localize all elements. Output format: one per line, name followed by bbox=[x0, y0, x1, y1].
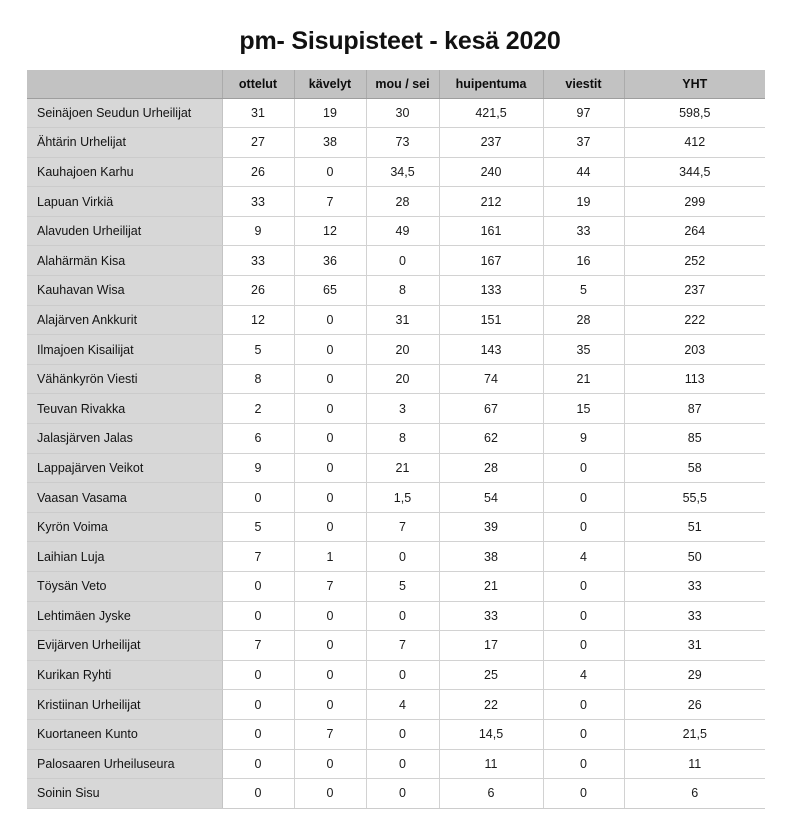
value-cell-ottelut: 7 bbox=[222, 631, 294, 661]
value-cell-yht: 58 bbox=[624, 453, 765, 483]
table-row bbox=[27, 98, 765, 128]
value-cell-kavelyt: 0 bbox=[294, 512, 366, 542]
value-cell-yht: 222 bbox=[624, 305, 765, 335]
team-name-cell: Kauhavan Wisa bbox=[27, 276, 222, 306]
value-cell-ottelut: 26 bbox=[222, 276, 294, 306]
value-cell-mou_sei: 0 bbox=[366, 719, 439, 749]
value-cell-kavelyt: 7 bbox=[294, 719, 366, 749]
value-cell-mou_sei: 0 bbox=[366, 542, 439, 572]
value-cell-yht: 55,5 bbox=[624, 483, 765, 513]
value-cell-ottelut: 0 bbox=[222, 779, 294, 809]
team-name-cell: Vaasan Vasama bbox=[27, 483, 222, 513]
value-cell-ottelut: 2 bbox=[222, 394, 294, 424]
value-cell-huipentuma: 161 bbox=[439, 216, 543, 246]
value-cell-yht: 344,5 bbox=[624, 157, 765, 187]
value-cell-ottelut: 9 bbox=[222, 453, 294, 483]
value-cell-kavelyt: 0 bbox=[294, 601, 366, 631]
value-cell-kavelyt: 65 bbox=[294, 276, 366, 306]
value-cell-huipentuma: 39 bbox=[439, 512, 543, 542]
column-header-viestit: viestit bbox=[543, 70, 624, 98]
table-row bbox=[27, 749, 765, 779]
value-cell-ottelut: 9 bbox=[222, 216, 294, 246]
value-cell-mou_sei: 30 bbox=[366, 98, 439, 128]
value-cell-viestit: 97 bbox=[543, 98, 624, 128]
value-cell-huipentuma: 22 bbox=[439, 690, 543, 720]
team-name-cell: Soinin Sisu bbox=[27, 779, 222, 809]
value-cell-huipentuma: 25 bbox=[439, 660, 543, 690]
value-cell-huipentuma: 6 bbox=[439, 779, 543, 809]
value-cell-kavelyt: 0 bbox=[294, 779, 366, 809]
value-cell-mou_sei: 8 bbox=[366, 276, 439, 306]
value-cell-viestit: 35 bbox=[543, 335, 624, 365]
value-cell-ottelut: 0 bbox=[222, 719, 294, 749]
value-cell-kavelyt: 19 bbox=[294, 98, 366, 128]
value-cell-viestit: 5 bbox=[543, 276, 624, 306]
value-cell-mou_sei: 28 bbox=[366, 187, 439, 217]
team-name-cell: Alavuden Urheilijat bbox=[27, 216, 222, 246]
table-row bbox=[27, 512, 765, 542]
value-cell-mou_sei: 34,5 bbox=[366, 157, 439, 187]
value-cell-huipentuma: 143 bbox=[439, 335, 543, 365]
team-name-cell: Alahärmän Kisa bbox=[27, 246, 222, 276]
value-cell-ottelut: 0 bbox=[222, 690, 294, 720]
table-row bbox=[27, 187, 765, 217]
value-cell-mou_sei: 73 bbox=[366, 128, 439, 158]
table-row bbox=[27, 660, 765, 690]
team-name-cell: Evijärven Urheilijat bbox=[27, 631, 222, 661]
value-cell-viestit: 15 bbox=[543, 394, 624, 424]
value-cell-viestit: 4 bbox=[543, 660, 624, 690]
team-name-cell: Lapuan Virkiä bbox=[27, 187, 222, 217]
value-cell-yht: 51 bbox=[624, 512, 765, 542]
team-name-cell: Alajärven Ankkurit bbox=[27, 305, 222, 335]
table-row bbox=[27, 335, 765, 365]
value-cell-ottelut: 0 bbox=[222, 601, 294, 631]
team-name-cell: Kurikan Ryhti bbox=[27, 660, 222, 690]
value-cell-yht: 21,5 bbox=[624, 719, 765, 749]
value-cell-ottelut: 6 bbox=[222, 424, 294, 454]
value-cell-yht: 85 bbox=[624, 424, 765, 454]
table-row bbox=[27, 246, 765, 276]
value-cell-mou_sei: 21 bbox=[366, 453, 439, 483]
value-cell-yht: 33 bbox=[624, 572, 765, 602]
value-cell-huipentuma: 240 bbox=[439, 157, 543, 187]
team-name-cell: Kristiinan Urheilijat bbox=[27, 690, 222, 720]
table-body bbox=[27, 98, 765, 808]
value-cell-viestit: 0 bbox=[543, 631, 624, 661]
value-cell-huipentuma: 167 bbox=[439, 246, 543, 276]
value-cell-mou_sei: 0 bbox=[366, 660, 439, 690]
value-cell-huipentuma: 67 bbox=[439, 394, 543, 424]
value-cell-yht: 26 bbox=[624, 690, 765, 720]
value-cell-huipentuma: 133 bbox=[439, 276, 543, 306]
team-name-cell: Seinäjoen Seudun Urheilijat bbox=[27, 98, 222, 128]
team-name-cell: Kauhajoen Karhu bbox=[27, 157, 222, 187]
table-row bbox=[27, 719, 765, 749]
table-row bbox=[27, 364, 765, 394]
value-cell-mou_sei: 20 bbox=[366, 364, 439, 394]
value-cell-yht: 264 bbox=[624, 216, 765, 246]
value-cell-ottelut: 12 bbox=[222, 305, 294, 335]
team-name-cell: Palosaaren Urheiluseura bbox=[27, 749, 222, 779]
value-cell-kavelyt: 7 bbox=[294, 572, 366, 602]
team-name-cell: Lappajärven Veikot bbox=[27, 453, 222, 483]
value-cell-yht: 237 bbox=[624, 276, 765, 306]
value-cell-viestit: 0 bbox=[543, 719, 624, 749]
value-cell-huipentuma: 21 bbox=[439, 572, 543, 602]
value-cell-mou_sei: 0 bbox=[366, 246, 439, 276]
table-row bbox=[27, 394, 765, 424]
table-row bbox=[27, 779, 765, 809]
value-cell-viestit: 0 bbox=[543, 749, 624, 779]
value-cell-ottelut: 26 bbox=[222, 157, 294, 187]
value-cell-kavelyt: 0 bbox=[294, 305, 366, 335]
value-cell-viestit: 44 bbox=[543, 157, 624, 187]
value-cell-ottelut: 0 bbox=[222, 483, 294, 513]
table-row bbox=[27, 542, 765, 572]
value-cell-yht: 6 bbox=[624, 779, 765, 809]
page-title: pm- Sisupisteet - kesä 2020 bbox=[239, 27, 561, 55]
column-header-team-name bbox=[27, 70, 222, 98]
value-cell-viestit: 9 bbox=[543, 424, 624, 454]
table-header bbox=[27, 70, 765, 98]
value-cell-kavelyt: 36 bbox=[294, 246, 366, 276]
value-cell-yht: 299 bbox=[624, 187, 765, 217]
team-name-cell: Jalasjärven Jalas bbox=[27, 424, 222, 454]
value-cell-mou_sei: 1,5 bbox=[366, 483, 439, 513]
table-row bbox=[27, 572, 765, 602]
value-cell-yht: 11 bbox=[624, 749, 765, 779]
value-cell-ottelut: 0 bbox=[222, 660, 294, 690]
value-cell-huipentuma: 38 bbox=[439, 542, 543, 572]
value-cell-mou_sei: 31 bbox=[366, 305, 439, 335]
team-name-cell: Töysän Veto bbox=[27, 572, 222, 602]
table-row bbox=[27, 128, 765, 158]
value-cell-mou_sei: 7 bbox=[366, 512, 439, 542]
value-cell-ottelut: 0 bbox=[222, 749, 294, 779]
team-name-cell: Ähtärin Urhelijat bbox=[27, 128, 222, 158]
table-row bbox=[27, 305, 765, 335]
value-cell-mou_sei: 0 bbox=[366, 779, 439, 809]
value-cell-ottelut: 33 bbox=[222, 187, 294, 217]
table-row bbox=[27, 216, 765, 246]
value-cell-viestit: 28 bbox=[543, 305, 624, 335]
table-row bbox=[27, 631, 765, 661]
value-cell-yht: 31 bbox=[624, 631, 765, 661]
column-header-kavelyt: kävelyt bbox=[294, 70, 366, 98]
value-cell-kavelyt: 0 bbox=[294, 157, 366, 187]
table-row bbox=[27, 601, 765, 631]
value-cell-yht: 598,5 bbox=[624, 98, 765, 128]
value-cell-huipentuma: 54 bbox=[439, 483, 543, 513]
column-header-huipentuma: huipentuma bbox=[439, 70, 543, 98]
results-table-container bbox=[27, 70, 765, 809]
team-name-cell: Lehtimäen Jyske bbox=[27, 601, 222, 631]
column-header-ottelut: ottelut bbox=[222, 70, 294, 98]
value-cell-viestit: 0 bbox=[543, 779, 624, 809]
value-cell-viestit: 37 bbox=[543, 128, 624, 158]
value-cell-mou_sei: 20 bbox=[366, 335, 439, 365]
results-table bbox=[27, 70, 765, 809]
value-cell-viestit: 0 bbox=[543, 483, 624, 513]
value-cell-yht: 203 bbox=[624, 335, 765, 365]
team-name-cell: Vähänkyrön Viesti bbox=[27, 364, 222, 394]
value-cell-ottelut: 8 bbox=[222, 364, 294, 394]
value-cell-yht: 113 bbox=[624, 364, 765, 394]
table-header-row bbox=[27, 70, 765, 98]
value-cell-kavelyt: 0 bbox=[294, 364, 366, 394]
value-cell-huipentuma: 421,5 bbox=[439, 98, 543, 128]
value-cell-kavelyt: 1 bbox=[294, 542, 366, 572]
table-row bbox=[27, 690, 765, 720]
value-cell-huipentuma: 62 bbox=[439, 424, 543, 454]
value-cell-kavelyt: 7 bbox=[294, 187, 366, 217]
value-cell-kavelyt: 0 bbox=[294, 394, 366, 424]
value-cell-huipentuma: 17 bbox=[439, 631, 543, 661]
value-cell-mou_sei: 7 bbox=[366, 631, 439, 661]
team-name-cell: Kyrön Voima bbox=[27, 512, 222, 542]
value-cell-yht: 50 bbox=[624, 542, 765, 572]
value-cell-yht: 87 bbox=[624, 394, 765, 424]
value-cell-viestit: 33 bbox=[543, 216, 624, 246]
team-name-cell: Laihian Luja bbox=[27, 542, 222, 572]
value-cell-huipentuma: 212 bbox=[439, 187, 543, 217]
value-cell-huipentuma: 28 bbox=[439, 453, 543, 483]
value-cell-yht: 412 bbox=[624, 128, 765, 158]
value-cell-ottelut: 27 bbox=[222, 128, 294, 158]
value-cell-ottelut: 33 bbox=[222, 246, 294, 276]
value-cell-yht: 33 bbox=[624, 601, 765, 631]
table-row bbox=[27, 424, 765, 454]
value-cell-kavelyt: 0 bbox=[294, 424, 366, 454]
value-cell-mou_sei: 4 bbox=[366, 690, 439, 720]
table-row bbox=[27, 483, 765, 513]
value-cell-mou_sei: 3 bbox=[366, 394, 439, 424]
value-cell-kavelyt: 0 bbox=[294, 690, 366, 720]
value-cell-viestit: 4 bbox=[543, 542, 624, 572]
team-name-cell: Kuortaneen Kunto bbox=[27, 719, 222, 749]
value-cell-mou_sei: 49 bbox=[366, 216, 439, 246]
value-cell-kavelyt: 0 bbox=[294, 335, 366, 365]
value-cell-viestit: 0 bbox=[543, 572, 624, 602]
value-cell-viestit: 19 bbox=[543, 187, 624, 217]
table-row bbox=[27, 276, 765, 306]
value-cell-kavelyt: 0 bbox=[294, 631, 366, 661]
value-cell-mou_sei: 5 bbox=[366, 572, 439, 602]
value-cell-huipentuma: 237 bbox=[439, 128, 543, 158]
value-cell-kavelyt: 0 bbox=[294, 453, 366, 483]
team-name-cell: Teuvan Rivakka bbox=[27, 394, 222, 424]
value-cell-ottelut: 5 bbox=[222, 335, 294, 365]
value-cell-kavelyt: 12 bbox=[294, 216, 366, 246]
value-cell-mou_sei: 0 bbox=[366, 601, 439, 631]
value-cell-viestit: 21 bbox=[543, 364, 624, 394]
value-cell-kavelyt: 0 bbox=[294, 660, 366, 690]
value-cell-yht: 29 bbox=[624, 660, 765, 690]
value-cell-huipentuma: 11 bbox=[439, 749, 543, 779]
value-cell-yht: 252 bbox=[624, 246, 765, 276]
value-cell-kavelyt: 0 bbox=[294, 483, 366, 513]
column-header-mou-sei: mou / sei bbox=[366, 70, 439, 98]
value-cell-huipentuma: 33 bbox=[439, 601, 543, 631]
value-cell-ottelut: 31 bbox=[222, 98, 294, 128]
value-cell-huipentuma: 151 bbox=[439, 305, 543, 335]
value-cell-viestit: 0 bbox=[543, 690, 624, 720]
value-cell-kavelyt: 38 bbox=[294, 128, 366, 158]
team-name-cell: Ilmajoen Kisailijat bbox=[27, 335, 222, 365]
value-cell-viestit: 0 bbox=[543, 453, 624, 483]
value-cell-viestit: 0 bbox=[543, 601, 624, 631]
value-cell-ottelut: 7 bbox=[222, 542, 294, 572]
value-cell-ottelut: 0 bbox=[222, 572, 294, 602]
table-row bbox=[27, 453, 765, 483]
value-cell-mou_sei: 0 bbox=[366, 749, 439, 779]
value-cell-huipentuma: 74 bbox=[439, 364, 543, 394]
column-header-yht: YHT bbox=[624, 70, 765, 98]
value-cell-kavelyt: 0 bbox=[294, 749, 366, 779]
table-row bbox=[27, 157, 765, 187]
value-cell-ottelut: 5 bbox=[222, 512, 294, 542]
value-cell-viestit: 16 bbox=[543, 246, 624, 276]
value-cell-huipentuma: 14,5 bbox=[439, 719, 543, 749]
value-cell-mou_sei: 8 bbox=[366, 424, 439, 454]
value-cell-viestit: 0 bbox=[543, 512, 624, 542]
